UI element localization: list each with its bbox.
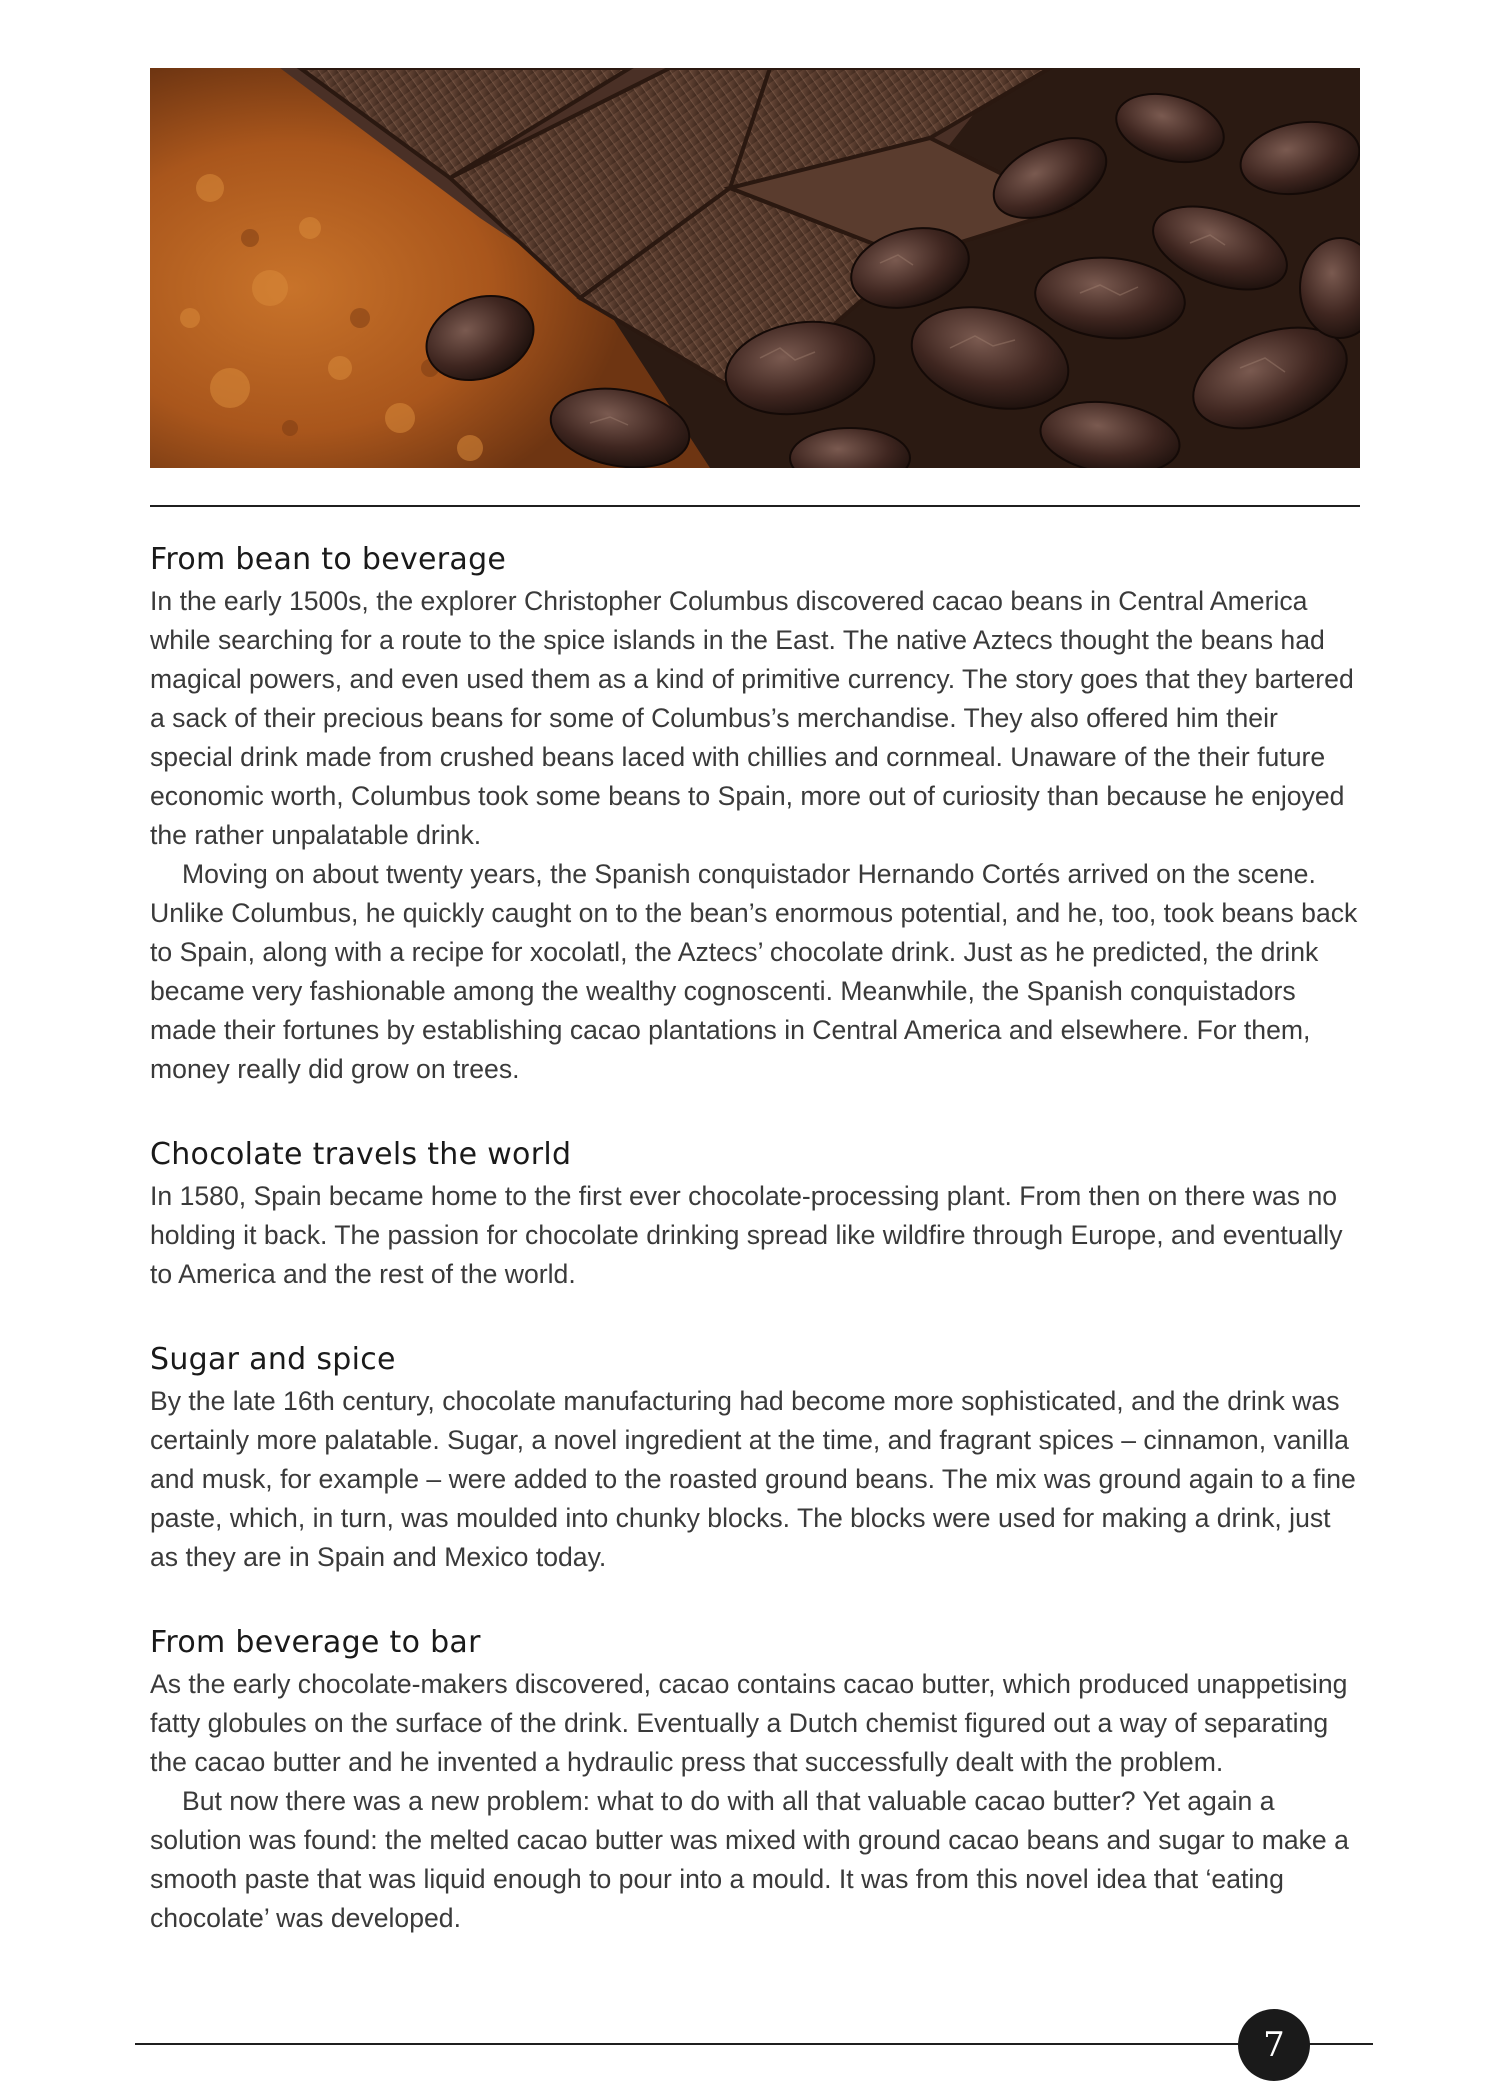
paragraph: In 1580, Spain became home to the first ever chocolate-processing plant. From then on there was no holding it back. The passion for chocolate drinking spread like wildfire through Europe, and eventually to America and the rest of the world. bbox=[150, 1181, 1343, 1289]
paragraph: As the early chocolate-makers discovered, cacao contains cacao butter, which produced unappetising fatty globules on the surface of the drink. Eventually a Dutch chemist figured out a way of separating the cacao butter and he invented a hydraulic press that successfully dealt with the problem. bbox=[150, 1669, 1348, 1777]
section-bean-to-beverage bbox=[150, 540, 1365, 1089]
section-beverage-to-bar bbox=[150, 1623, 1365, 1938]
section-chocolate-travels bbox=[150, 1135, 1365, 1294]
paragraph: But now there was a new problem: what to do with all that valuable cacao butter? Yet again a solution was found: the melted cacao butter was mixed with ground cacao beans and sugar to make a smooth paste that was liquid enough to pour into a mould. It was from this novel idea that ‘eating chocolate’ was developed. bbox=[150, 1786, 1349, 1933]
footer-divider bbox=[135, 2043, 1373, 2045]
section-sugar-and-spice bbox=[150, 1340, 1365, 1577]
section-heading: Chocolate travels the world bbox=[150, 1137, 572, 1172]
paragraph: In the early 1500s, the explorer Christopher Columbus discovered cacao beans in Central America while searching for a route to the spice islands in the East. The native Aztecs thought the beans had magical powers, and even used them as a kind of primitive currency. The story goes that they bartered a sack of their precious beans for some of Columbus’s merchandise. They also offered him their special drink made from crushed beans laced with chillies and cornmeal. Unaware of the their future economic worth, Columbus took some beans to Spain, more out of curiosity than because he enjoyed the rather unpalatable drink. bbox=[150, 586, 1354, 850]
paragraph: Moving on about twenty years, the Spanish conquistador Hernando Cortés arrived on the scene. Unlike Columbus, he quickly caught on to the bean’s enormous potential, and he, too, took beans back to Spain, along with a recipe for xocolatl, the Aztecs’ chocolate drink. Just as he predicted, the drink became very fashionable among the wealthy cognoscenti. Meanwhile, the Spanish conquistadors made their fortunes by establishing cacao plantations in Central America and elsewhere. For them, money really did grow on trees. bbox=[150, 859, 1358, 1084]
page-number: 7 bbox=[1263, 2025, 1285, 2065]
section-heading: From beverage to bar bbox=[150, 1625, 481, 1660]
page-number-badge bbox=[1238, 2009, 1310, 2081]
top-divider bbox=[150, 505, 1360, 507]
section-heading: From bean to beverage bbox=[150, 542, 507, 577]
section-heading: Sugar and spice bbox=[150, 1342, 396, 1377]
article-body bbox=[150, 540, 1365, 1984]
chocolate-cocoa-photo bbox=[150, 68, 1360, 468]
hero-image bbox=[150, 68, 1360, 468]
paragraph: By the late 16th century, chocolate manufacturing had become more sophisticated, and the drink was certainly more palatable. Sugar, a novel ingredient at the time, and fragrant spices – cinnamon, vanilla and musk, for example – were added to the roasted ground beans. The mix was ground again to a fine paste, which, in turn, was moulded into chunky blocks. The blocks were used for making a drink, just as they are in Spain and Mexico today. bbox=[150, 1386, 1356, 1572]
